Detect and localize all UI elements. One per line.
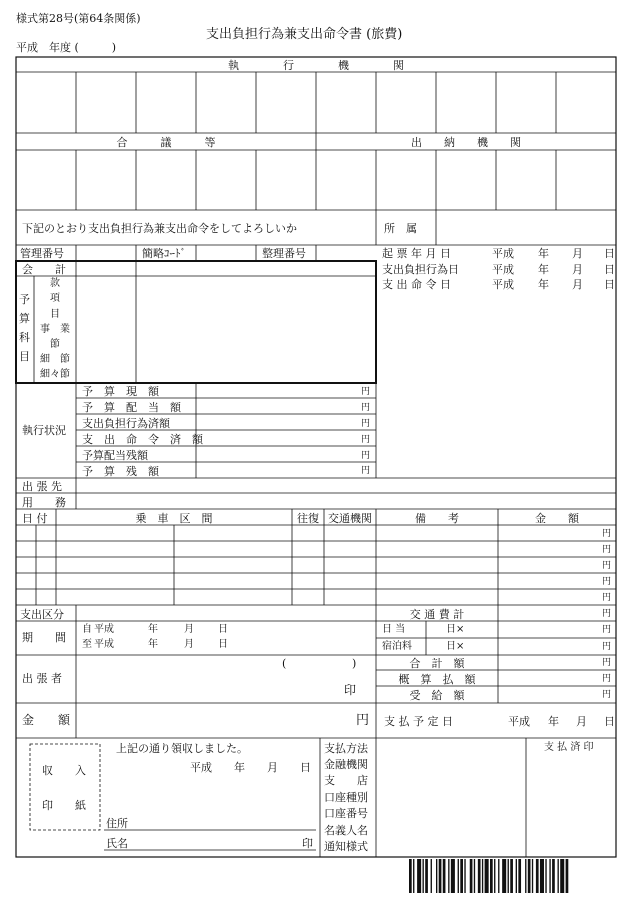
- day-text: 日: [604, 263, 615, 276]
- saisaisetsu-label: 細々節: [40, 369, 70, 380]
- barcode-bar: [451, 859, 455, 893]
- transport-col-header: 交通機関: [328, 512, 372, 525]
- year-text: 年: [148, 639, 158, 650]
- consultation-label: 合 議 等: [116, 136, 216, 149]
- name-label: 氏名: [106, 837, 128, 850]
- barcode-bar: [508, 859, 509, 893]
- notice-format-label: 通知様式: [324, 840, 368, 853]
- estimate-label: 概 算 払 額: [398, 673, 476, 686]
- branch-label: 支 店: [324, 774, 368, 787]
- affiliation-label: 所 属: [384, 222, 417, 235]
- year-text: 年: [538, 278, 549, 291]
- barcode-bar: [560, 859, 564, 893]
- exec-row-label: 予 算 残 額: [82, 465, 159, 478]
- year-text: 年: [148, 624, 158, 635]
- yen-unit: 円: [602, 561, 612, 571]
- year-text: 年: [548, 715, 559, 728]
- management-no-label: 管理番号: [20, 247, 64, 260]
- day-text: 日: [604, 247, 615, 260]
- day-text: 日: [218, 624, 228, 635]
- revenue-stamp-label-1: 収 入: [42, 764, 86, 777]
- treasury-label: 出 納 機 関: [411, 136, 521, 149]
- barcode-bar: [558, 859, 559, 893]
- month-text: 月: [576, 715, 587, 728]
- barcode-bar: [552, 859, 555, 893]
- round-trip-col-header: 往復: [297, 512, 319, 525]
- era-text: 平成: [508, 715, 530, 728]
- day-text: 日: [604, 278, 615, 291]
- barcode-bar: [482, 859, 483, 893]
- barcode-bar: [431, 859, 432, 893]
- drafted-date-label: 起 票 年 月 日: [382, 247, 451, 260]
- yen-unit: 円: [361, 451, 371, 461]
- traveler-label: 出 張 者: [22, 672, 62, 685]
- barcode-bar: [532, 859, 533, 893]
- barcode-bar: [485, 859, 489, 893]
- day-text: 日: [604, 715, 615, 728]
- barcode-bar: [516, 859, 517, 893]
- barcode-bar: [545, 859, 546, 893]
- remarks-col-header: 備 考: [415, 512, 459, 525]
- barcode-bar: [566, 859, 569, 893]
- barcode-bar: [417, 859, 421, 893]
- scheduled-payment-label: 支 払 予 定 日: [384, 715, 453, 728]
- yen-unit: 円: [361, 403, 371, 413]
- exec-row-label: 予算配当残額: [82, 449, 148, 462]
- barcode-bar: [470, 859, 473, 893]
- barcode-bar: [436, 859, 437, 893]
- from-label: 自: [82, 624, 92, 635]
- total-label: 合 計 額: [409, 657, 465, 670]
- barcode-bar: [425, 859, 428, 893]
- day-text: 日: [218, 639, 228, 650]
- exec-row-label: 支 出 命 令 済 額: [82, 433, 203, 446]
- yen-unit: 円: [361, 466, 371, 476]
- transport-total-label: 交 通 費 計: [409, 608, 465, 621]
- period-label: 期 間: [22, 631, 66, 644]
- barcode-bar: [448, 859, 449, 893]
- era-text: 平成: [94, 639, 114, 650]
- barcode-bar: [413, 859, 414, 893]
- account-no-label: 口座番号: [324, 807, 368, 820]
- daily-allowance-label: 日 当: [382, 624, 406, 635]
- times-text: 日×: [446, 641, 465, 652]
- exec-row-label: 予 算 現 額: [82, 385, 159, 398]
- amount-label: 金 額: [22, 713, 71, 727]
- abbrev-code-label: 簡略ｺｰﾄﾞ: [142, 247, 186, 260]
- barcode-bar: [460, 859, 463, 893]
- yen-unit: 円: [602, 658, 612, 668]
- address-label: 住所: [106, 817, 128, 830]
- yen-unit: 円: [361, 435, 371, 445]
- moku-label: 目: [50, 309, 60, 320]
- yen-unit: 円: [602, 529, 612, 539]
- month-text: 月: [184, 639, 194, 650]
- destination-label: 出 張 先: [22, 480, 62, 493]
- yen-unit: 円: [602, 625, 612, 635]
- payment-order-date-label: 支 出 命 令 日: [382, 278, 451, 291]
- to-label: 至: [82, 639, 92, 650]
- receipt-statement: 上記の通り領収しました。: [116, 742, 248, 755]
- saisetsu-label: 細 節: [40, 354, 70, 365]
- barcode-bar: [528, 859, 531, 893]
- year-text: 年: [538, 263, 549, 276]
- paid-stamp-label: 支 払 済 印: [544, 742, 594, 753]
- barcode-bar: [502, 859, 506, 893]
- amount-yen-unit: 円: [356, 713, 370, 728]
- year-text: 年: [538, 247, 549, 260]
- fiscal-year: 平成 年度 ( ): [16, 41, 117, 54]
- financial-institution-label: 金融機関: [324, 758, 368, 771]
- barcode-bar: [510, 859, 513, 893]
- lodging-label: 宿泊料: [382, 641, 412, 652]
- month-text: 月: [572, 278, 583, 291]
- exec-row-label: 予 算 配 当 額: [82, 401, 181, 414]
- name-seal: 印: [302, 837, 313, 850]
- yen-unit: 円: [602, 593, 612, 603]
- barcode-bar: [536, 859, 539, 893]
- paren-close: ): [352, 657, 357, 670]
- month-text: 月: [184, 624, 194, 635]
- execution-status-label: 執行状況: [22, 424, 66, 437]
- barcode-bar: [498, 859, 499, 893]
- page-title: 支出負担行為兼支出命令書 (旅費): [206, 27, 403, 42]
- barcode-bar: [549, 859, 550, 893]
- barcode-bar: [458, 859, 459, 893]
- barcode-bar: [423, 859, 424, 893]
- yen-unit: 円: [602, 545, 612, 555]
- purpose-label: 用 務: [22, 496, 66, 509]
- yen-unit: 円: [361, 419, 371, 429]
- barcode-bar: [518, 859, 521, 893]
- payment-category-label: 支出区分: [20, 608, 64, 621]
- barcode-bar: [474, 859, 475, 893]
- budget-item-label: 予算科目: [19, 293, 30, 363]
- kan-label: 款: [50, 278, 60, 289]
- era-text: 平成: [492, 247, 514, 260]
- yen-unit: 円: [361, 387, 371, 397]
- yen-unit: 円: [602, 642, 612, 652]
- accounting-label: 会 計: [22, 263, 66, 276]
- amount-col-header: 金 額: [535, 512, 579, 525]
- barcode-bar: [439, 859, 442, 893]
- times-text: 日×: [446, 624, 465, 635]
- month-text: 月: [572, 263, 583, 276]
- barcode: [409, 859, 614, 893]
- executing-agency-label: 執 行 機 関: [228, 59, 404, 72]
- arrangement-no-label: 整理番号: [262, 247, 306, 260]
- kou-label: 項: [50, 293, 60, 304]
- setsu-label: 節: [50, 339, 60, 350]
- form-number: 様式第28号(第64条関係): [16, 12, 141, 25]
- receipt-date: 平成 年 月 日: [190, 761, 311, 774]
- account-type-label: 口座種別: [324, 791, 368, 804]
- route-col-header: 乗 車 区 間: [135, 512, 213, 525]
- era-text: 平成: [492, 263, 514, 276]
- payment-method-label: 支払方法: [324, 742, 368, 755]
- barcode-bar: [494, 859, 495, 893]
- traveler-seal: 印: [344, 683, 357, 697]
- received-label: 受 給 額: [409, 689, 465, 702]
- month-text: 月: [572, 247, 583, 260]
- barcode-bar: [490, 859, 493, 893]
- yen-unit: 円: [602, 674, 612, 684]
- barcode-bar: [478, 859, 481, 893]
- exec-row-label: 支出負担行為済額: [82, 417, 170, 430]
- yen-unit: 円: [602, 609, 612, 619]
- revenue-stamp-label-2: 印 紙: [42, 799, 86, 812]
- approval-statement: 下記のとおり支出負担行為兼支出命令をしてよろしいか: [22, 222, 297, 235]
- commitment-date-label: 支出負担行為日: [382, 263, 459, 276]
- barcode-bar: [409, 859, 412, 893]
- yen-unit: 円: [602, 577, 612, 587]
- era-text: 平成: [492, 278, 514, 291]
- date-col-header: 日 付: [22, 512, 48, 525]
- barcode-bar: [464, 859, 465, 893]
- era-text: 平成: [94, 624, 114, 635]
- yen-unit: 円: [602, 690, 612, 700]
- barcode-bar: [540, 859, 544, 893]
- barcode-bar: [443, 859, 446, 893]
- paren-open: (: [282, 657, 287, 670]
- barcode-bar: [525, 859, 526, 893]
- account-holder-label: 名義人名: [324, 824, 368, 837]
- jigyo-label: 事 業: [40, 324, 70, 335]
